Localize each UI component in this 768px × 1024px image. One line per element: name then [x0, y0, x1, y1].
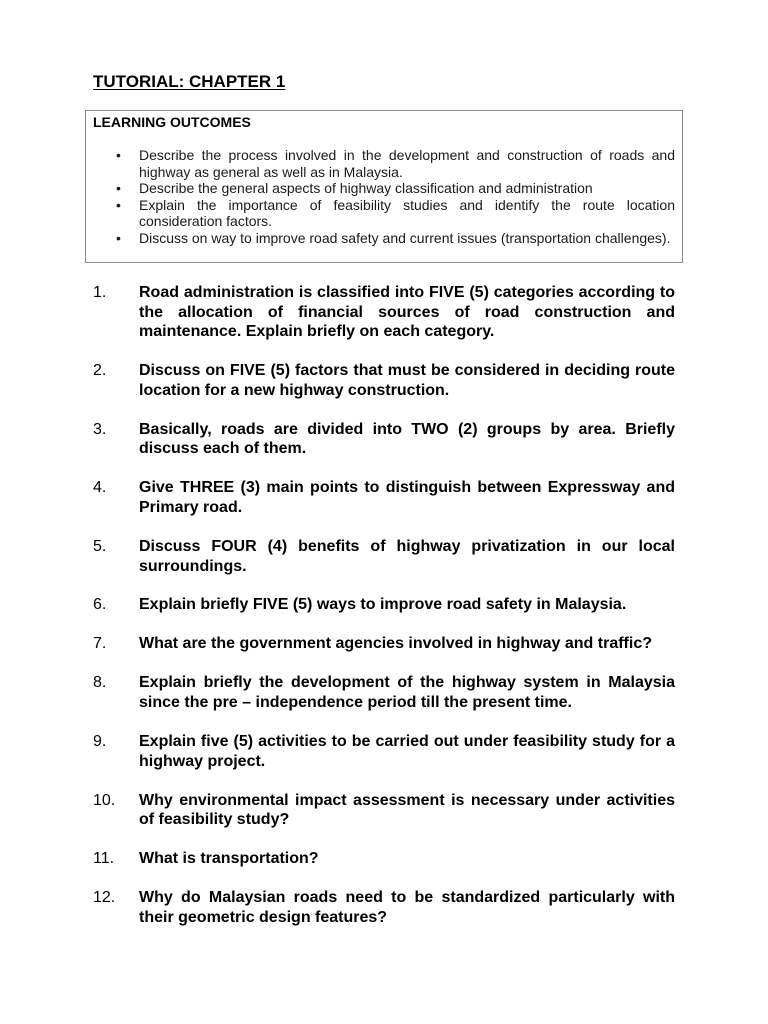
- learning-outcome-item: [86, 197, 682, 230]
- question-item: [93, 478, 675, 517]
- question-text: Discuss FOUR (4) benefits of highway privatization in our local surroundings.: [139, 537, 675, 575]
- page-title: TUTORIAL: CHAPTER 1: [93, 72, 286, 91]
- question-item: [93, 283, 675, 342]
- question-item: [93, 634, 675, 654]
- question-text: Explain five (5) activities to be carried out under feasibility study for a highway project.: [139, 733, 675, 770]
- question-number: 1.: [93, 284, 107, 301]
- learning-outcome-text: Describe the process involved in the development and construction of roads and highway as general as well as in Malaysia.: [139, 147, 675, 180]
- question-text: Discuss on FIVE (5) factors that must be considered in deciding route location for a new highway construction.: [139, 362, 675, 399]
- question-text: Why do Malaysian roads need to be standardized particularly with their geometric design features?: [139, 889, 675, 926]
- question-item: [93, 849, 675, 869]
- question-text: What is transportation?: [139, 850, 319, 868]
- question-item: [93, 420, 675, 459]
- question-item: [93, 537, 675, 576]
- question-text: What are the government agencies involved in highway and traffic?: [139, 635, 652, 653]
- question-item: [93, 732, 675, 771]
- question-text: Explain briefly FIVE (5) ways to improve road safety in Malaysia.: [139, 596, 627, 614]
- question-text: Basically, roads are divided into TWO (2) groups by area. Briefly discuss each of them.: [139, 420, 675, 458]
- question-text: Explain briefly the development of the highway system in Malaysia since the pre – independence period till the present time.: [139, 674, 675, 712]
- question-number: 7.: [93, 635, 107, 653]
- learning-outcome-item: [86, 180, 682, 197]
- learning-outcomes-heading: LEARNING OUTCOMES: [93, 114, 251, 130]
- learning-outcome-item: [86, 230, 682, 247]
- bullet-icon: •: [116, 147, 121, 163]
- question-list: [93, 283, 675, 947]
- question-number: 9.: [93, 733, 107, 751]
- learning-outcome-item: [86, 147, 682, 180]
- question-number: 8.: [93, 674, 107, 692]
- question-text: Why environmental impact assessment is necessary under activities of feasibility study?: [139, 791, 675, 829]
- question-item: [93, 673, 675, 712]
- question-number: 3.: [93, 420, 107, 438]
- question-item: [93, 361, 675, 400]
- question-number: 12.: [93, 889, 116, 907]
- question-number: 5.: [93, 537, 107, 555]
- learning-outcome-text: Explain the importance of feasibility studies and identify the route location consideration factors.: [139, 196, 675, 230]
- question-item: [93, 791, 675, 830]
- bullet-icon: •: [116, 180, 121, 197]
- question-number: 6.: [93, 596, 107, 614]
- question-text: Road administration is classified into FIVE (5) categories according to the allocation of financial sources of road construction and maintenance. Explain briefly on each category.: [139, 284, 675, 341]
- learning-outcomes-list: [86, 147, 682, 247]
- question-number: 10.: [93, 791, 116, 809]
- question-number: 2.: [93, 362, 107, 380]
- question-number: 4.: [93, 479, 107, 497]
- bullet-icon: •: [116, 229, 121, 246]
- question-item: [93, 888, 675, 927]
- bullet-icon: •: [116, 196, 121, 213]
- learning-outcomes-box: [85, 110, 683, 263]
- question-item: [93, 595, 675, 615]
- learning-outcome-text: Describe the general aspects of highway classification and administration: [139, 180, 593, 197]
- question-number: 11.: [93, 850, 115, 868]
- learning-outcome-text: Discuss on way to improve road safety and current issues (transportation challenges).: [139, 229, 671, 246]
- question-text: Give THREE (3) main points to distinguish between Expressway and Primary road.: [139, 479, 675, 516]
